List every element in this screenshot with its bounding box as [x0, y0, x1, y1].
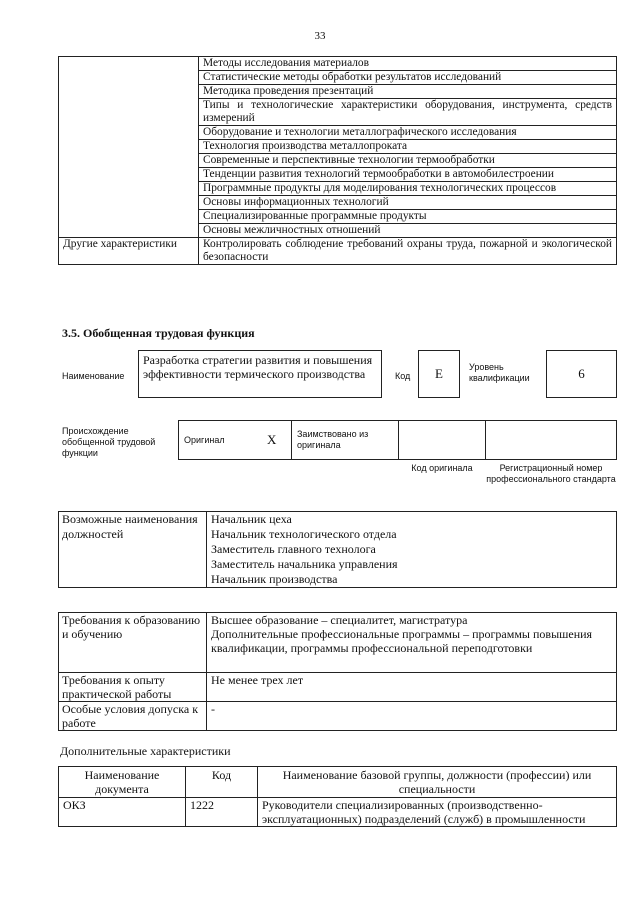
- borrowed-label: Заимствовано из оригинала: [297, 429, 369, 450]
- original-mark: X: [267, 432, 277, 447]
- education-value: [207, 613, 617, 673]
- positions-table: [58, 511, 617, 588]
- knowledge-item: Методика проведения презентаций: [199, 85, 617, 99]
- document-cell: ОКЗ: [59, 798, 186, 827]
- knowledge-item: Типы и технологические характеристики оборудования, инструмента, средств измерений: [199, 99, 617, 126]
- knowledge-item: Методы исследования материалов: [199, 57, 617, 71]
- header-code: Код: [186, 767, 258, 798]
- requirements-table: [58, 612, 617, 731]
- positions-label: Возможные наименования должностей: [59, 512, 207, 588]
- additional-title: Дополнительные характеристики: [60, 744, 231, 758]
- borrowed-cell: [291, 420, 399, 460]
- code-cell: 1222: [186, 798, 258, 827]
- origin-label: Происхождение обобщенной трудовой функции: [62, 426, 156, 458]
- code-box: [418, 350, 460, 398]
- page-number: 33: [314, 30, 326, 42]
- reg-number-label: Регистрационный номер профессионального стандарта: [486, 463, 616, 484]
- other-characteristics-label: Другие характеристики: [59, 238, 199, 265]
- education-label: Требования к образованию и обучению: [59, 613, 207, 673]
- position-item: Начальник производства: [211, 572, 338, 586]
- experience-value: Не менее трех лет: [207, 673, 617, 702]
- function-name-value: Разработка стратегии развития и повышения эффективности термического производства: [143, 353, 373, 381]
- knowledge-label-cell: [59, 57, 199, 238]
- position-item: Заместитель главного технолога: [211, 542, 376, 556]
- code-value: E: [435, 366, 443, 381]
- level-value: 6: [578, 366, 585, 381]
- level-label: Уровень квалификации: [469, 362, 530, 383]
- knowledge-table: [58, 56, 617, 265]
- original-label: Оригинал: [184, 435, 225, 445]
- section-title: 3.5. Обобщенная трудовая функция: [62, 326, 255, 340]
- group-cell: Руководители специализированных (производственно-эксплуатационных) подразделений (служб) в промышленности: [258, 798, 617, 827]
- position-item: Начальник цеха: [211, 512, 292, 526]
- reg-number-cell: [485, 420, 617, 460]
- code-original-label: Код оригинала: [411, 463, 473, 473]
- education-item: Дополнительные профессиональные программы – программы повышения квалификации, программы профессиональной переподготовки: [211, 627, 593, 655]
- knowledge-item: Современные и перспективные технологии термообработки: [199, 154, 617, 168]
- code-label: Код: [395, 371, 411, 381]
- knowledge-item: Статистические методы обработки результатов исследований: [199, 71, 617, 85]
- education-item: Высшее образование – специалитет, магистратура: [211, 613, 468, 627]
- special-value: -: [207, 702, 617, 731]
- header-group: Наименование базовой группы, должности (профессии) или специальности: [258, 767, 617, 798]
- position-item: Начальник технологического отдела: [211, 527, 397, 541]
- position-item: Заместитель начальника управления: [211, 557, 398, 571]
- knowledge-item: Программные продукты для моделирования технологических процессов: [199, 182, 617, 196]
- code-original-cell: [398, 420, 486, 460]
- knowledge-item: Основы межличностных отношений: [199, 224, 617, 238]
- level-box: [546, 350, 617, 398]
- function-name-box: [138, 350, 382, 398]
- positions-list: [207, 512, 617, 588]
- other-characteristics-value: Контролировать соблюдение требований охраны труда, пожарной и экологической безопасности: [199, 238, 617, 265]
- table-row: [59, 798, 617, 827]
- knowledge-item: Тенденции развития технологий термообработки в автомобилестроении: [199, 168, 617, 182]
- knowledge-item: Технология производства металлопроката: [199, 140, 617, 154]
- name-label: Наименование: [62, 371, 125, 381]
- knowledge-item: Специализированные программные продукты: [199, 210, 617, 224]
- additional-table: [58, 766, 617, 827]
- header-document: Наименование документа: [59, 767, 186, 798]
- knowledge-item: Основы информационных технологий: [199, 196, 617, 210]
- experience-label: Требования к опыту практической работы: [59, 673, 207, 702]
- original-cell: [178, 420, 292, 460]
- knowledge-item: Оборудование и технологии металлографического исследования: [199, 126, 617, 140]
- special-label: Особые условия допуска к работе: [59, 702, 207, 731]
